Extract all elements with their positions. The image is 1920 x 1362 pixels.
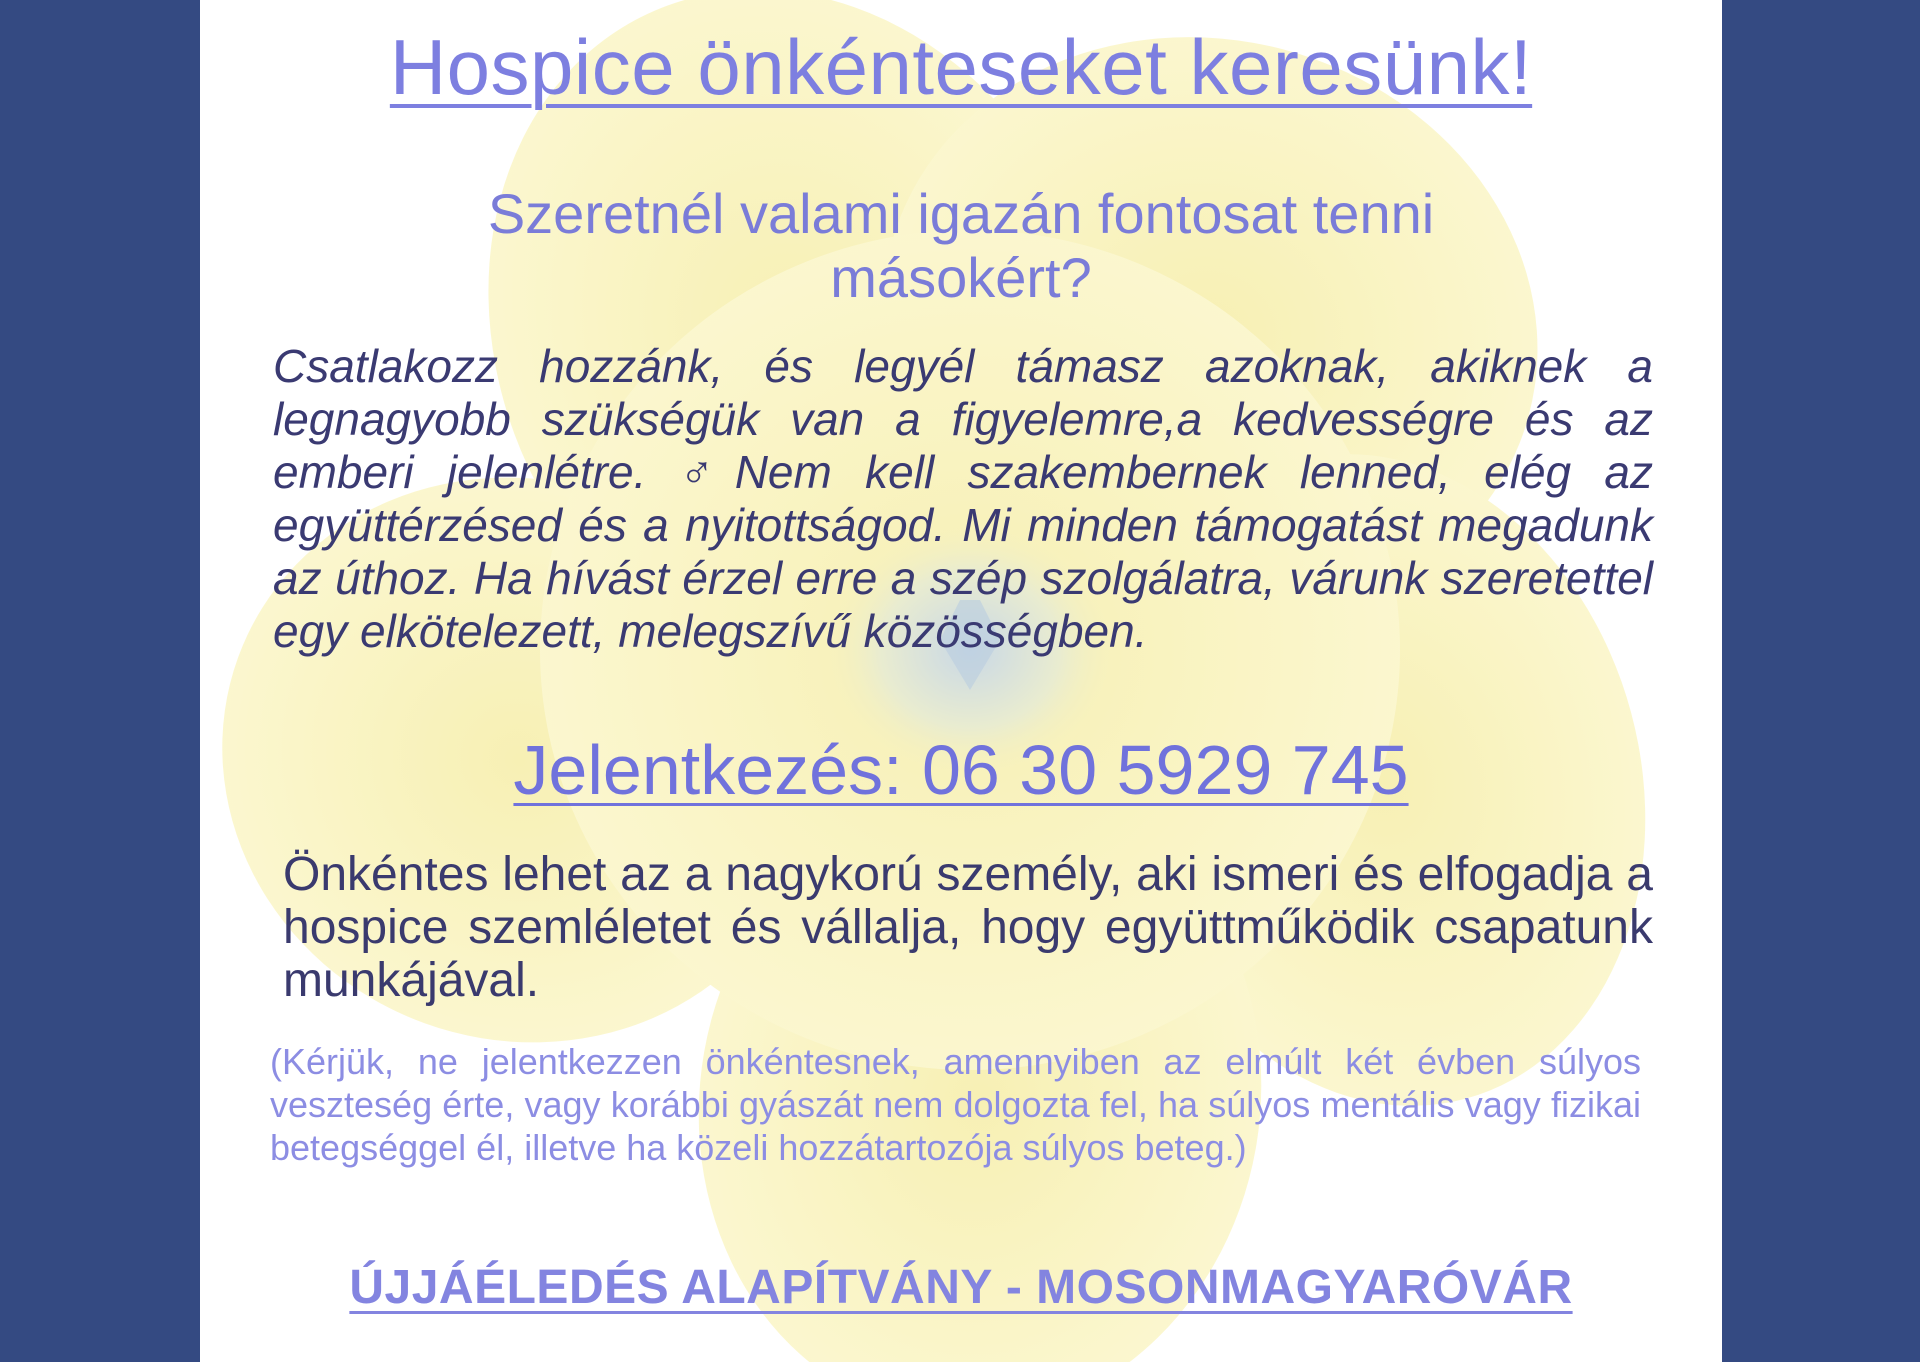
contact-phone: Jelentkezés: 06 30 5929 745 [513,731,1409,809]
poster-content [200,0,1722,1362]
organization-name: ÚJJÁÉLEDÉS ALAPÍTVÁNY - MOSONMAGYARÓVÁR [349,1261,1573,1314]
poster-title: Hospice önkénteseket keresünk! [389,23,1533,111]
disclaimer-paragraph: (Kérjük, ne jelentkezzen önkéntesnek, amennyiben az elmúlt két évben súlyos veszteség érte, vagy korábbi gyászát nem dolgozta fel, ha súlyos mentális vagy fizikai betegséggel él, illetve ha közeli hozzátartozója súlyos beteg.) [270,1041,1641,1168]
intro-paragraph: Csatlakozz hozzánk, és legyél támasz azoknak, akiknek a legnagyobb szükségük van a figyelemre,a kedvességre és az emberi jelenlétre. ♂Nem kell szakembernek lenned, elég az együttérzésed és a nyitottságod. Mi minden támogatást megadunk az úthoz. Ha hívást érzel erre a szép szolgálatra, várunk szeretettel egy elkötelezett, melegszívű közösségben. [273,340,1653,657]
poster [200,0,1722,1362]
poster-subtitle: Szeretnél valami igazán fontosat tenni másokért? [487,182,1435,309]
eligibility-paragraph: Önkéntes lehet az a nagykorú személy, aki ismeri és elfogadja a hospice szemléletet és vállalja, hogy együttműködik csapatunk munkájával. [283,848,1653,1007]
